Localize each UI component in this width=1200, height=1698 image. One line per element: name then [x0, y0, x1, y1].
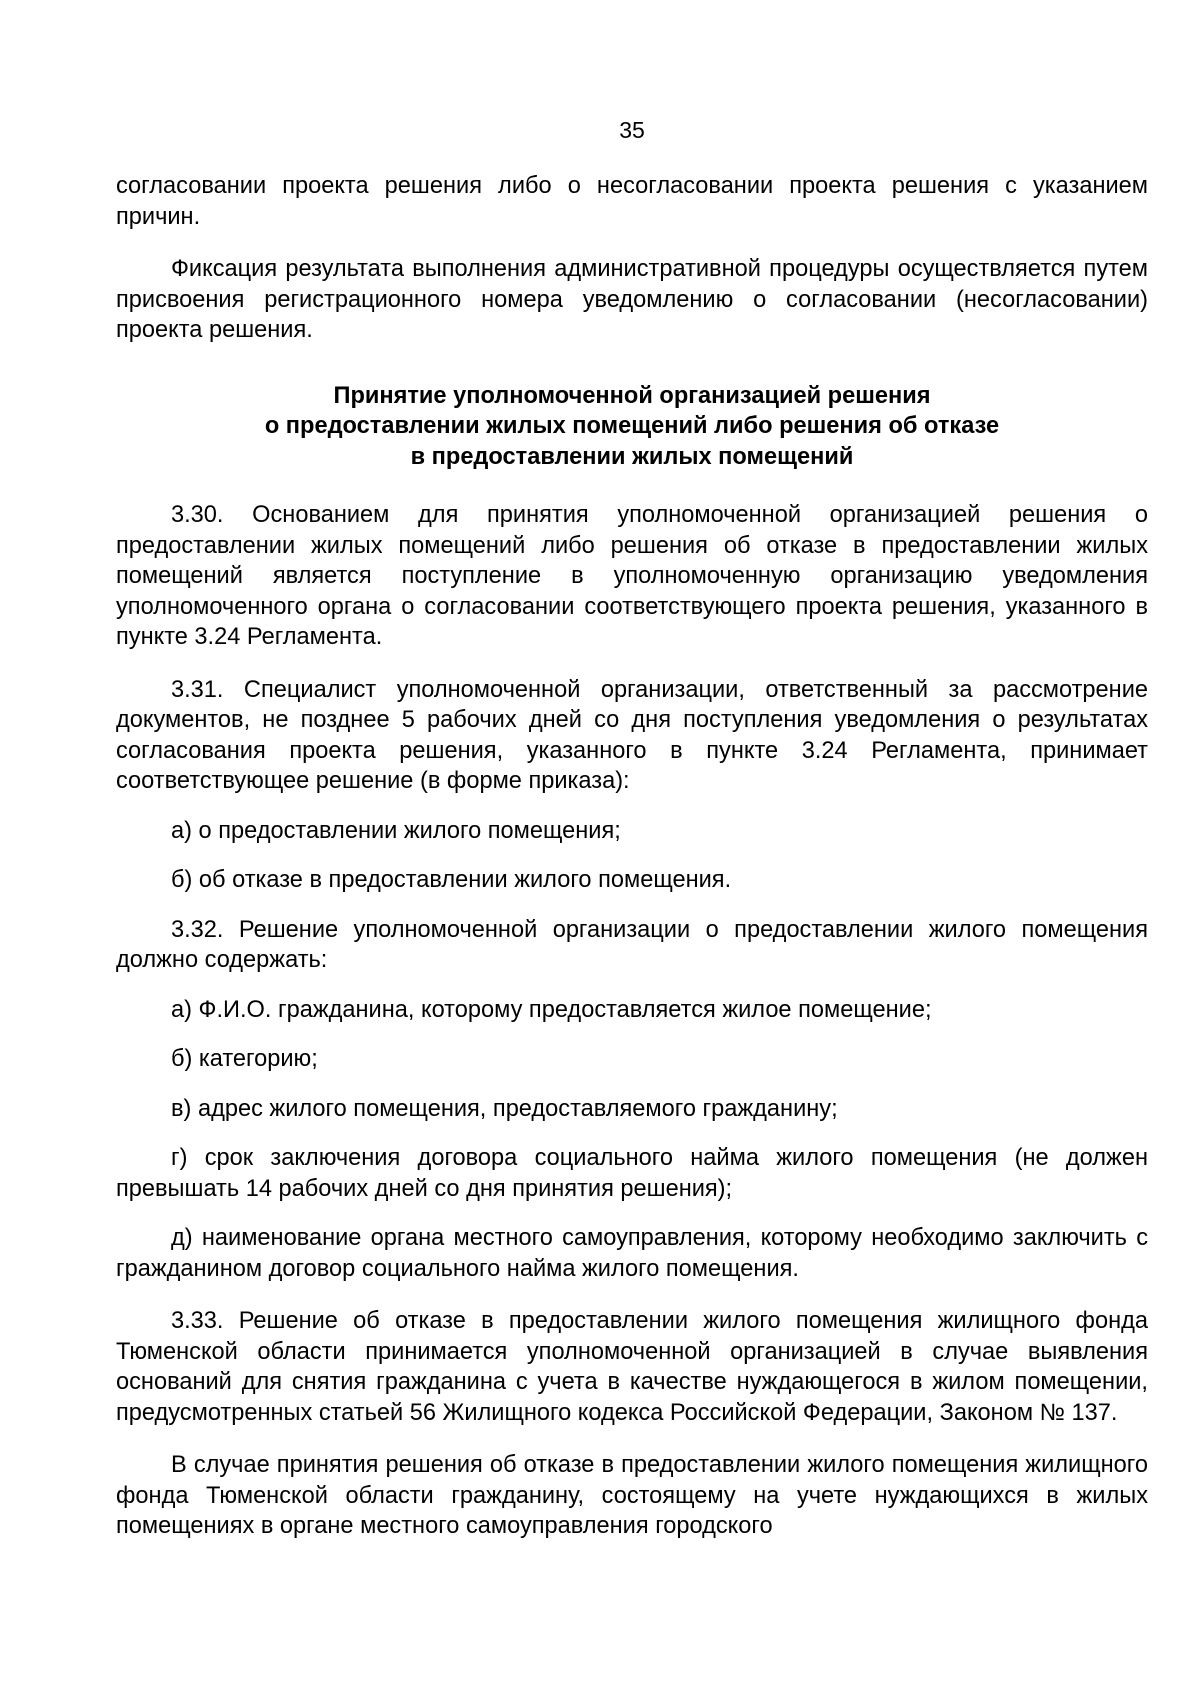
paragraph-3-33: 3.33. Решение об отказе в предоставлении жилого помещения жилищного фонда Тюменской области принимается уполномоченной организацией в случае выявления оснований для снятия гражданина с учета в качестве нуждающегося в жилом помещении, предусмотренных статьей 56 Жилищного кодекса Российской Федерации, Законом № 137. [116, 1308, 1148, 1426]
section-heading-line: в предоставлении жилых помещений [410, 443, 854, 470]
list-item-a: а) Ф.И.О. гражданина, которому предоставляется жилое помещение; [171, 996, 932, 1023]
list-item-b: б) категорию; [171, 1046, 318, 1072]
section-heading [116, 381, 1148, 473]
section-heading-line: Принятие уполномоченной организацией решения [333, 382, 931, 409]
paragraph-3-30: 3.30. Основанием для принятия уполномоченной организацией решения о предоставлении жилых помещений либо решения об отказе в предоставлении жилых помещений является поступление в уполномоченную организацию уведомления уполномоченного органа о согласовании соответствующего проекта решения, указанного в пункте 3.24 Регламента. [116, 502, 1148, 650]
list-item-v: в) адрес жилого помещения, предоставляемого гражданину; [171, 1095, 838, 1122]
section-heading-line: о предоставлении жилых помещений либо решения об отказе [264, 413, 1000, 439]
paragraph-continuation: согласовании проекта решения либо о несогласовании проекта решения с указанием причин. [116, 173, 1148, 230]
paragraph-3-31: 3.31. Специалист уполномоченной организации, ответственный за рассмотрение документов, не позднее 5 рабочих дней со дня поступления уведомления о результатах согласования проекта решения, указанного в пункте 3.24 Регламента, принимает соответствующее решение (в форме приказа): [116, 676, 1148, 794]
list-item-b: б) об отказе в предоставлении жилого помещения. [171, 867, 732, 893]
document-body [116, 171, 1148, 1542]
paragraph-3-32: 3.32. Решение уполномоченной организации о предоставлении жилого помещения должно содержать: [116, 916, 1148, 973]
paragraph-fixation: Фиксация результата выполнения административной процедуры осуществляется путем присвоения регистрационного номера уведомлению о согласовании (несогласовании) проекта решения. [116, 256, 1148, 343]
paragraph-refusal-case: В случае принятия решения об отказе в предоставлении жилого помещения жилищного фонда Тюменской области гражданину, состоящему на учете нуждающихся в жилых помещениях в органе местного самоуправления городского [116, 1452, 1148, 1539]
page-number: 35 [619, 117, 645, 143]
list-item-g: г) срок заключения договора социального найма жилого помещения (не должен превышать 14 рабочих дней со дня принятия решения); [116, 1145, 1148, 1202]
list-item-a: а) о предоставлении жилого помещения; [171, 817, 621, 844]
list-item-d: д) наименование органа местного самоуправления, которому необходимо заключить с гражданином договор социального найма жилого помещения. [116, 1225, 1148, 1282]
